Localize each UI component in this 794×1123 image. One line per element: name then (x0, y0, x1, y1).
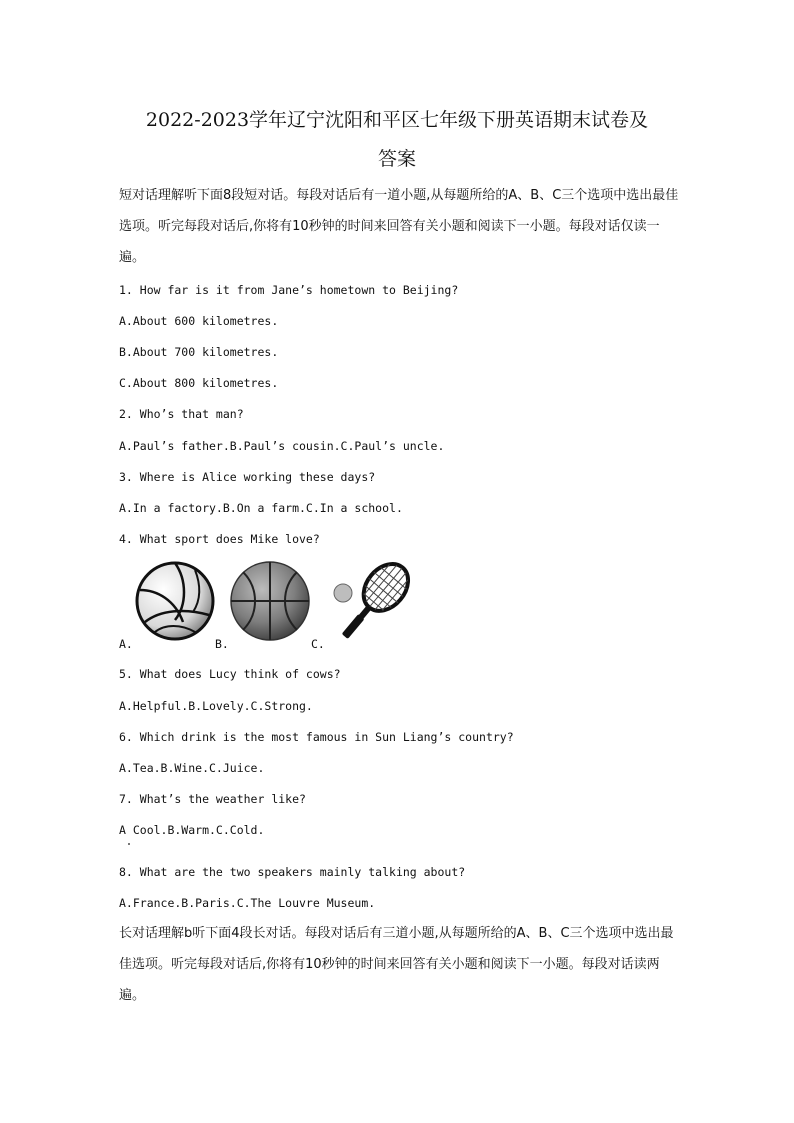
question-1-option-b: B.About 700 kilometres. (119, 345, 279, 359)
question-7: 7. What’s the weather like? (119, 792, 306, 806)
basketball-icon (229, 560, 311, 642)
question-1: 1. How far is it from Jane’s hometown to Beijing? (119, 283, 459, 297)
option-c-label: C. (311, 637, 325, 651)
question-3-options: A.In a factory.B.On a farm.C.In a school. (119, 501, 403, 515)
tennis-racket-icon (327, 560, 413, 650)
question-1-option-a: A.About 600 kilometres. (119, 314, 279, 328)
question-3: 3. Where is Alice working these days? (119, 470, 376, 484)
question-6: 6. Which drink is the most famous in Sun Liang’s country? (119, 730, 514, 744)
question-8-options: A.France.B.Paris.C.The Louvre Museum. (119, 896, 376, 910)
section2-instructions: 长对话理解b听下面4段长对话。每段对话后有三道小题,从每题所给的A、B、C三个选项中选出最佳选项。听完每段对话后,你将有10秒钟的时间来回答有关小题和阅读下一小题。每段对话读两遍。 (119, 926, 674, 1003)
question-5-options: A.Helpful.B.Lovely.C.Strong. (119, 699, 313, 713)
question-4-image-options (119, 560, 419, 655)
question-1-option-c: C.About 800 kilometres. (119, 376, 279, 390)
question-6-options: A.Tea.B.Wine.C.Juice. (119, 761, 265, 775)
document-title: 2022-2023学年辽宁沈阳和平区七年级下册英语期末试卷及 (145, 109, 649, 131)
option-b-label: B. (215, 637, 229, 651)
option-a-label: A. (119, 637, 133, 651)
question-5: 5. What does Lucy think of cows? (119, 667, 341, 681)
section1-instructions: 短对话理解听下面8段短对话。每段对话后有一道小题,从每题所给的A、B、C三个选项中选出最佳选项。听完每段对话后,你将有10秒钟的时间来回答有关小题和阅读下一小题。每段对话仅读一遍。 (119, 188, 679, 265)
question-8: 8. What are the two speakers mainly talking about? (119, 865, 466, 879)
question-7-options: A Cool.B.Warm.C.Cold. (119, 823, 265, 837)
document-title-continued: 答案 (377, 148, 416, 170)
question-4: 4. What sport does Mike love? (119, 532, 320, 546)
volleyball-icon (135, 560, 215, 642)
question-2-options: A.Paul’s father.B.Paul’s cousin.C.Paul’s uncle. (119, 439, 445, 453)
question-2: 2. Who’s that man? (119, 407, 244, 421)
stray-mark (128, 843, 130, 845)
